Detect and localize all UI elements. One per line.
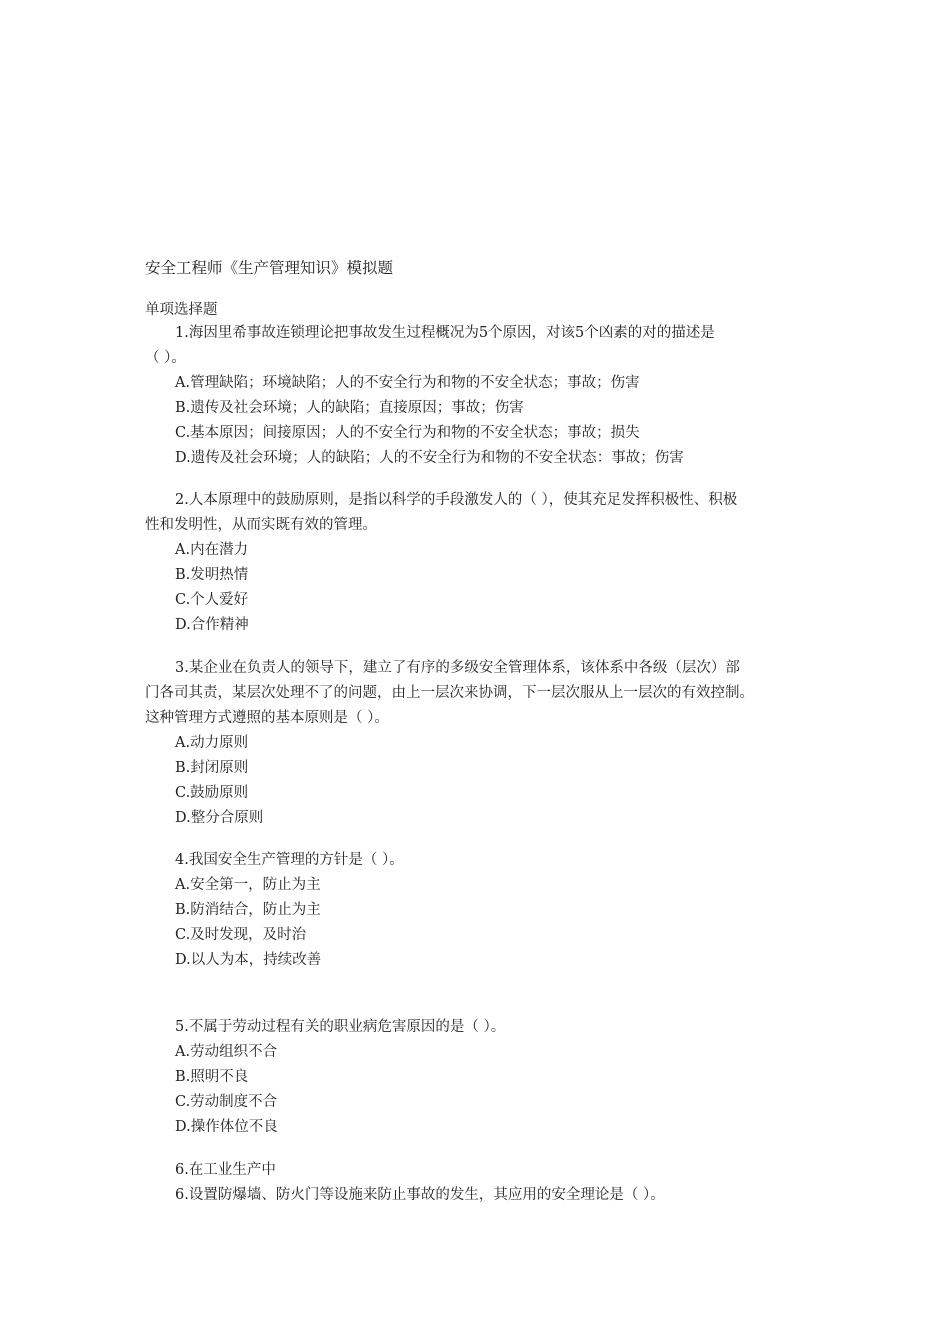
question-4-stem: 4.我国安全生产管理的方针是（ ）。 (175, 852, 404, 868)
question-5-option-c: C.劳动制度不合 (175, 1094, 278, 1110)
question-3-option-c: C.鼓励原则 (175, 785, 249, 801)
question-3-option-d: D.整分合原则 (175, 810, 264, 826)
question-1-option-a: A.管理缺陷；环境缺陷；人的不安全行为和物的不安全状态；事故；伤害 (175, 375, 640, 391)
question-4-option-c: C.及时发现，及时治 (175, 927, 307, 943)
question-5-option-b: B.照明不良 (175, 1069, 249, 1085)
question-5-option-d: D.操作体位不良 (175, 1119, 278, 1135)
question-2-stem-cont: 性和发明性，从而实既有效的管理。 (145, 517, 377, 533)
question-5-option-a: A.劳动组织不合 (175, 1044, 278, 1060)
question-4-option-b: B.防消结合，防止为主 (175, 902, 321, 918)
question-6-heading: 6.在工业生产中 (175, 1162, 276, 1178)
question-1-stem: 1.海因里希事故连锁理论把事故发生过程概况为5个原因，对该5个凶素的对的描述是 (175, 325, 715, 341)
question-1-stem-cont: （ ）。 (145, 350, 186, 366)
question-2-option-c: C.个人爱好 (175, 592, 249, 608)
question-6-stem: 6.设置防爆墙、防火门等设施来防止事故的发生，其应用的安全理论是（ ）。 (175, 1187, 665, 1203)
document-title: 安全工程师《生产管理知识》模拟题 (145, 259, 394, 277)
question-3-stem-cont: 门各司其责，某层次处理不了的问题，由上一层次来协调，下一层次服从上一层次的有效控制。 (145, 685, 754, 701)
question-4-option-a: A.安全第一，防止为主 (175, 877, 321, 893)
question-2-option-d: D.合作精神 (175, 617, 249, 633)
question-1-option-c: C.基本原因；间接原因；人的不安全行为和物的不安全状态；事故；损失 (175, 425, 640, 441)
question-1-option-b: B.遗传及社会环境；人的缺陷；直接原因；事故；伤害 (175, 400, 524, 416)
question-1-option-d: D.遗传及社会环境；人的缺陷；人的不安全行为和物的不安全状态：事故；伤害 (175, 450, 684, 466)
question-3-stem-cont-2: 这种管理方式遵照的基本原则是（ ）。 (145, 710, 389, 726)
question-3-stem: 3.某企业在负责人的领导下，建立了有序的多级安全管理体系，该体系中各级（层次）部 (175, 660, 740, 676)
question-5-stem: 5.不属于劳动过程有关的职业病危害原因的是（ ）。 (175, 1019, 506, 1035)
question-2-option-b: B.发明热情 (175, 567, 249, 583)
question-3-option-a: A.动力原则 (175, 735, 249, 751)
question-3-option-b: B.封闭原则 (175, 760, 249, 776)
question-2-option-a: A.内在潜力 (175, 542, 249, 558)
question-2-stem: 2.人本原理中的鼓励原则，是指以科学的手段激发人的（ ），使其充足发挥积极性、积极 (175, 492, 738, 508)
section-heading: 单项选择题 (145, 302, 218, 318)
question-4-option-d: D.以人为本，持续改善 (175, 952, 322, 968)
